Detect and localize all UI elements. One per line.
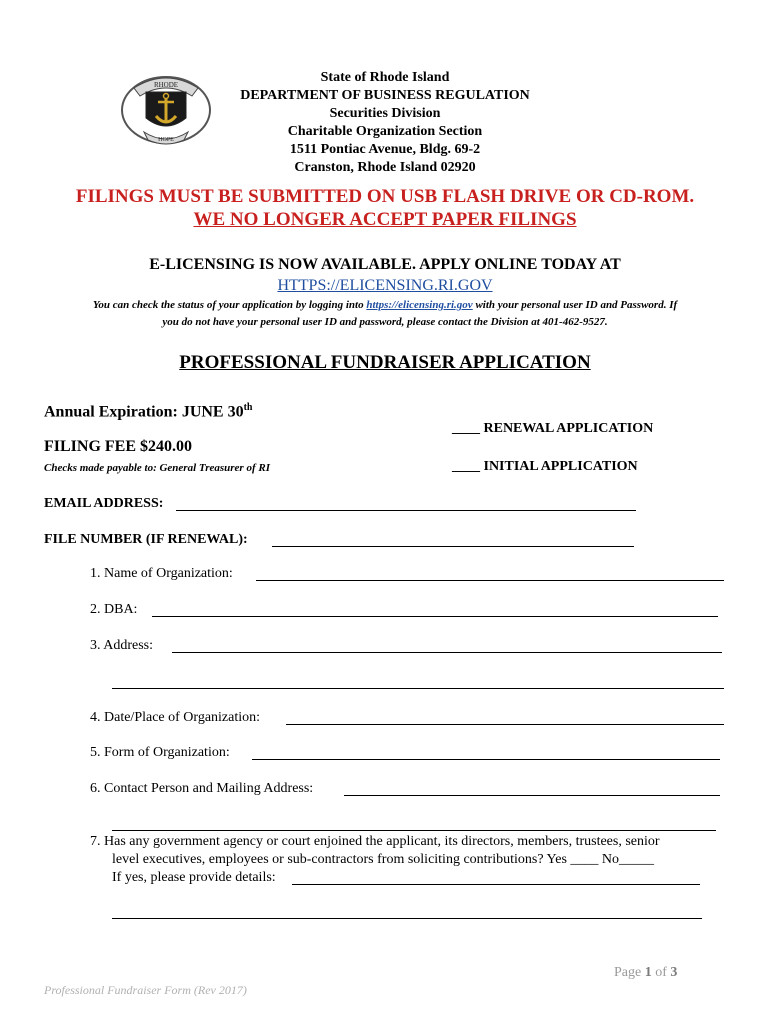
file-number-label: FILE NUMBER (IF RENEWAL):	[44, 532, 248, 547]
elicensing-heading: E-LICENSING IS NOW AVAILABLE. APPLY ONLINE TODAY AT	[149, 256, 621, 273]
item-form-of-organization-label: 5. Form of Organization:	[90, 745, 230, 760]
header-department: DEPARTMENT OF BUSINESS REGULATION	[240, 88, 530, 103]
contact-person-field-line2[interactable]	[112, 830, 716, 831]
item-7-question-line1: 7. Has any government agency or court enjoined the applicant, its directors, members, trustees, senior	[90, 834, 660, 849]
page-indicator: Page 1 of 3	[614, 965, 678, 980]
filing-fee: FILING FEE $240.00	[44, 438, 193, 455]
name-of-organization-field[interactable]	[256, 580, 724, 581]
item-7-details-label: If yes, please provide details:	[112, 870, 276, 885]
notice-line2: WE NO LONGER ACCEPT PAPER FILINGS	[193, 209, 577, 230]
status-note-line2: you do not have your personal user ID and password, please contact the Division at 401-462-9527.	[162, 316, 608, 328]
address-field-line2[interactable]	[112, 688, 724, 689]
status-link[interactable]: https://elicensing.ri.gov	[366, 299, 473, 311]
elicensing-url-link[interactable]: HTTPS://ELICENSING.RI.GOV	[277, 277, 493, 294]
email-field[interactable]	[176, 510, 636, 511]
header-state: State of Rhode Island	[320, 70, 450, 85]
item-7-question-line2: level executives, employees or sub-contractors from soliciting contributions? Yes ____ No_____	[112, 852, 655, 867]
item-dba-label: 2. DBA:	[90, 602, 138, 617]
details-field-line2[interactable]	[112, 918, 702, 919]
item-date-place-label: 4. Date/Place of Organization:	[90, 710, 261, 725]
date-place-field[interactable]	[286, 724, 724, 725]
form-title: PROFESSIONAL FUNDRAISER APPLICATION	[179, 352, 591, 373]
form-revision-footer: Professional Fundraiser Form (Rev 2017)	[44, 983, 247, 997]
dba-field[interactable]	[152, 616, 718, 617]
header-address1: 1511 Pontiac Avenue, Bldg. 69-2	[289, 142, 481, 157]
details-field[interactable]	[292, 884, 700, 885]
status-note-line1: You can check the status of your application by logging into https://elicensing.ri.gov with your personal user ID and Password. If	[92, 299, 678, 311]
annual-expiration: Annual Expiration: JUNE 30th	[44, 402, 253, 421]
checks-payable-note: Checks made payable to: General Treasurer of RI	[44, 462, 270, 474]
rhode-island-seal-icon	[120, 66, 212, 148]
contact-person-field[interactable]	[344, 795, 720, 796]
file-number-field[interactable]	[272, 546, 634, 547]
item-address-label: 3. Address:	[90, 638, 153, 653]
renewal-application-option[interactable]: ____ RENEWAL APPLICATION	[452, 421, 654, 436]
form-of-organization-field[interactable]	[252, 759, 720, 760]
header-section: Charitable Organization Section	[287, 124, 483, 139]
item-name-of-organization-label: 1. Name of Organization:	[90, 566, 233, 581]
email-label: EMAIL ADDRESS:	[44, 496, 164, 511]
seal-banner-bottom: HOPE	[158, 137, 174, 143]
header-address2: Cranston, Rhode Island 02920	[294, 160, 476, 175]
initial-application-option[interactable]: ____ INITIAL APPLICATION	[452, 459, 638, 474]
header-division: Securities Division	[329, 106, 441, 121]
notice-line1: FILINGS MUST BE SUBMITTED ON USB FLASH DRIVE OR CD-ROM.	[75, 186, 695, 207]
item-contact-person-label: 6. Contact Person and Mailing Address:	[90, 781, 314, 796]
address-field[interactable]	[172, 652, 722, 653]
seal-banner-top: RHODE	[153, 81, 179, 89]
elicensing-url-row	[0, 277, 770, 295]
